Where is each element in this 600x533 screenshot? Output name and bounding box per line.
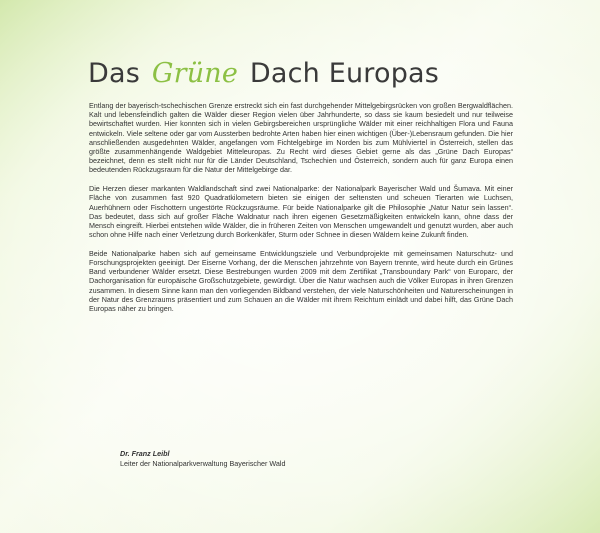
paragraph-2: Die Herzen dieser markanten Waldlandschaft sind zwei Nationalparke: der Nationalpark Bayerischer Wald und Šumava. Mit einer Fläche von zusammen fast 920 Quadratkilometern bieten sie einigen der seltensten und scheuen Tierarten wie Luchsen, Auerhühnern oder Fischottern ungestörte Rückzugsräume. Für beide Nationalparke gilt die Philosophie „Natur Natur sein lassen“. Das bedeutet, dass sich auf großer Fläche Waldnatur nach ihren eigenen Gesetzmäßigkeiten entwickeln kann, ohne dass der Mensch eingreift. Hierbei entstehen wilde Wälder, die in früheren Zeiten von Menschen umgewandelt und genutzt wurden, aber auch schon ohne Hilfe nach einer Verletzung durch Borkenkäfer, Sturm oder Schnee in diesen Wäldern keine Zukunft finden.	[89, 184, 513, 240]
title-words-dach-europas: Dach Europas	[249, 58, 440, 89]
signature-role: Leiter der Nationalparkverwaltung Bayerischer Wald	[120, 459, 286, 468]
title-word-gruene: Grüne	[151, 58, 239, 89]
signature-name: Dr. Franz Leibl	[120, 449, 170, 458]
paragraph-3: Beide Nationalparke haben sich auf gemeinsame Entwicklungsziele und Verbundprojekte mit gemeinsamen Naturschutz- und Forschungsprojekten geeinigt. Der Eiserne Vorhang, der die Menschen jahrzehnte von Bayern trennte, wird heute durch ein Grünes Band verbundener Wälder ersetzt. Diese Bestrebungen wurden 2009 mit dem Zertifikat „Transboundary Park“ von Europarc, der Dachorganisation für europäische Großschutzgebiete, gewürdigt. Über die Natur wachsen auch die Völker Europas in ihren Grenzen zusammen. In diesem Sinne kann man den vorliegenden Bildband verstehen, der viele Naturschönheiten und Naturerscheinungen in der Natur des Grenzraums präsentiert und zum Schauen an die Wälder mit ihrem Reichtum einlädt und dabei hilft, das Grüne Dach Europas näher zu bringen.	[89, 248, 513, 314]
page-title	[88, 56, 439, 92]
signature-block	[120, 449, 286, 469]
body-text	[89, 101, 513, 323]
paragraph-1: Entlang der bayerisch-tschechischen Grenze erstreckt sich ein fast durchgehender Mittelgebirgsrücken von großen Bergwaldflächen. Kalt und lebensfeindlich galten die Wälder dieser Region vielen über Jahrhunderte, so dass sie kaum besiedelt und nur teilweise bewirtschaftet wurden. Hier konnten sich in vielen Gebirgsbereichen ursprüngliche Wälder mit einer reichhaltigen Flora und Fauna entwickeln. Viele seltene oder gar vom Aussterben bedrohte Arten haben hier einen wichtigen (Über-)Lebensraum gefunden. Die hier anschließenden ausgedehnten Wälder, angefangen vom Fichtelgebirge im Norden bis zum Mühlviertel in Österreich, stellen das größte zusammenhängende Waldgebiet Mitteleuropas. Zu Recht wird dieses Gebiet gerne als das „Grüne Dach Europas“ bezeichnet, denn es stellt nicht nur für die Länder Deutschland, Tschechien und Österreich, sondern auch für ganz Europa einen bedeutenden Rückzugsraum für die Natur der Mittelgebirge dar.	[89, 101, 513, 175]
title-word-das: Das	[88, 58, 141, 89]
